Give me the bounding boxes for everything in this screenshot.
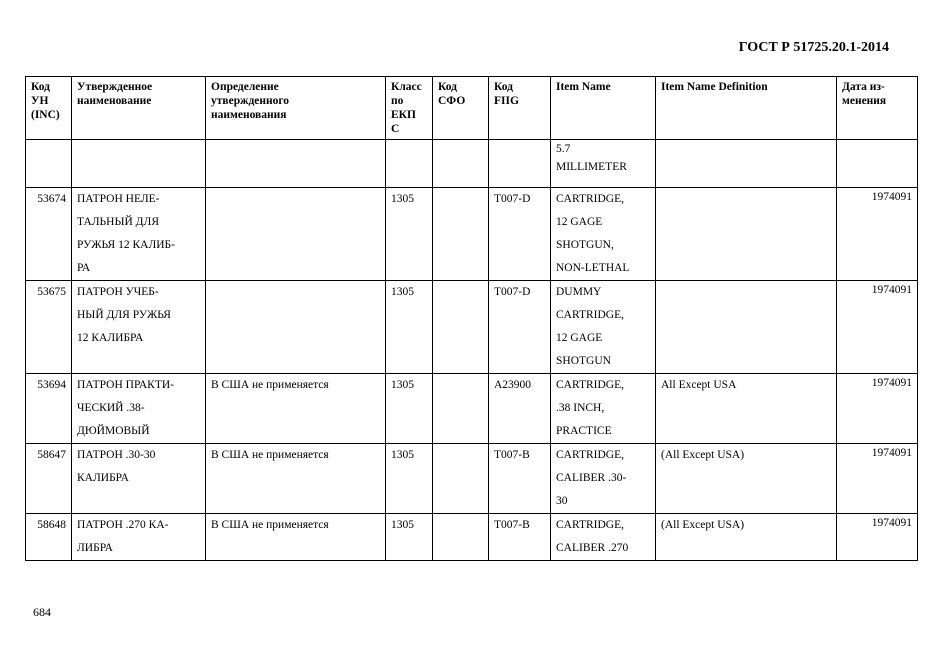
cell-definition: В США не применяется xyxy=(206,374,386,444)
cell-item-name xyxy=(551,444,656,514)
header-definition xyxy=(206,77,386,140)
cell-line: ПАТРОН НЕЛЕ- xyxy=(77,193,160,205)
cell-line: ТАЛЬНЫЙ ДЛЯ xyxy=(77,216,159,228)
header-line: УН xyxy=(31,95,49,107)
header-fiig xyxy=(489,77,551,140)
cell-line: .38 INCH, xyxy=(556,402,605,414)
cell-name-ru xyxy=(72,444,206,514)
header-line: Определение xyxy=(211,81,279,93)
cell-definition: В США не применяется xyxy=(206,514,386,561)
header-line: С xyxy=(391,123,400,135)
cell-item-name xyxy=(551,514,656,561)
cell-line: ПАТРОН УЧЕБ- xyxy=(77,286,159,298)
table-row xyxy=(26,188,918,281)
cell-class: 1305 xyxy=(386,374,433,444)
table-row xyxy=(26,281,918,374)
header-line: СФО xyxy=(438,95,466,107)
cell-item-definition xyxy=(656,140,837,188)
cell-sfo xyxy=(433,281,489,374)
cell-fiig: T007-B xyxy=(489,444,551,514)
cell-fiig: T007-D xyxy=(489,281,551,374)
cell-inc: 53694 xyxy=(26,374,72,444)
table-row xyxy=(26,444,918,514)
header-sfo xyxy=(433,77,489,140)
cell-item-name xyxy=(551,140,656,188)
page-number: 684 xyxy=(33,605,51,619)
cell-item-definition: (All Except USA) xyxy=(656,514,837,561)
cell-line: CARTRIDGE, xyxy=(556,449,624,461)
cell-item-definition xyxy=(656,188,837,281)
cell-sfo xyxy=(433,188,489,281)
cell-line: SHOTGUN xyxy=(556,355,611,367)
cell-date: 1974091 xyxy=(837,514,918,561)
cell-line: 5.7 xyxy=(556,143,571,155)
cell-item-name xyxy=(551,188,656,281)
cell-definition: В США не применяется xyxy=(206,444,386,514)
cell-line: CARTRIDGE, xyxy=(556,309,624,321)
cell-date: 1974091 xyxy=(837,444,918,514)
header-line: Код xyxy=(438,81,458,93)
cell-sfo xyxy=(433,140,489,188)
cell-line: CARTRIDGE, xyxy=(556,379,624,391)
cell-item-name xyxy=(551,374,656,444)
header-name-ru xyxy=(72,77,206,140)
catalog-table xyxy=(25,76,918,561)
cell-class: 1305 xyxy=(386,188,433,281)
header-line: Item Name xyxy=(556,81,611,93)
document-code: ГОСТ Р 51725.20.1-2014 xyxy=(738,40,889,55)
cell-line: ДЮЙМОВЫЙ xyxy=(77,425,150,437)
cell-definition xyxy=(206,188,386,281)
table-header-row xyxy=(26,77,918,140)
cell-date: 1974091 xyxy=(837,374,918,444)
cell-line: CARTRIDGE, xyxy=(556,193,624,205)
cell-line: NON-LETHAL xyxy=(556,262,630,274)
cell-inc: 58648 xyxy=(26,514,72,561)
cell-line: 12 GAGE xyxy=(556,216,603,228)
header-line: ЕКП xyxy=(391,109,416,121)
header-line: Дата из- xyxy=(842,81,885,93)
header-line: утвержденного xyxy=(211,95,290,107)
cell-item-name xyxy=(551,281,656,374)
cell-item-definition: (All Except USA) xyxy=(656,444,837,514)
cell-sfo xyxy=(433,444,489,514)
cell-line: CARTRIDGE, xyxy=(556,519,624,531)
cell-line: CALIBER .30- xyxy=(556,472,627,484)
cell-class xyxy=(386,140,433,188)
cell-fiig: T007-D xyxy=(489,188,551,281)
header-line: Класс xyxy=(391,81,422,93)
cell-line: ПАТРОН ПРАКТИ- xyxy=(77,379,175,391)
cell-sfo xyxy=(433,514,489,561)
header-line: (INC) xyxy=(31,109,60,121)
cell-date: 1974091 xyxy=(837,188,918,281)
header-line: наименования xyxy=(211,109,287,121)
cell-line: ЛИБРА xyxy=(77,542,113,554)
cell-item-definition xyxy=(656,281,837,374)
cell-line: 12 GAGE xyxy=(556,332,603,344)
cell-line: ПАТРОН .30-30 xyxy=(77,449,156,461)
cell-date: 1974091 xyxy=(837,281,918,374)
cell-name-ru xyxy=(72,281,206,374)
cell-fiig xyxy=(489,140,551,188)
cell-line: ПАТРОН .270 КА- xyxy=(77,519,169,531)
cell-line: 30 xyxy=(556,495,568,507)
cell-line: CALIBER .270 xyxy=(556,542,629,554)
cell-class: 1305 xyxy=(386,514,433,561)
header-line: FIIG xyxy=(494,95,519,107)
header-item-name-definition xyxy=(656,77,837,140)
cell-line: РУЖЬЯ 12 КАЛИБ- xyxy=(77,239,175,251)
header-line: Код xyxy=(31,81,51,93)
cell-line: РА xyxy=(77,262,91,274)
header-date xyxy=(837,77,918,140)
cell-line: MILLIMETER xyxy=(556,161,627,173)
cell-definition xyxy=(206,140,386,188)
cell-inc: 58647 xyxy=(26,444,72,514)
cell-line: ЧЕСКИЙ .38- xyxy=(77,402,145,414)
cell-fiig: A23900 xyxy=(489,374,551,444)
header-line: Утвержденное xyxy=(77,81,153,93)
cell-class: 1305 xyxy=(386,281,433,374)
table-body xyxy=(26,140,918,561)
table-row xyxy=(26,140,918,188)
cell-name-ru xyxy=(72,374,206,444)
cell-class: 1305 xyxy=(386,444,433,514)
cell-sfo xyxy=(433,374,489,444)
header-line: наименование xyxy=(77,95,152,107)
header-line: менения xyxy=(842,95,887,107)
cell-inc: 53674 xyxy=(26,188,72,281)
header-line: Item Name Definition xyxy=(661,81,768,93)
header-item-name xyxy=(551,77,656,140)
cell-line: PRACTICE xyxy=(556,425,612,437)
header-line: Код xyxy=(494,81,514,93)
cell-item-definition: All Except USA xyxy=(656,374,837,444)
cell-line: НЫЙ ДЛЯ РУЖЬЯ xyxy=(77,309,171,321)
cell-line: SHOTGUN, xyxy=(556,239,614,251)
header-inc xyxy=(26,77,72,140)
cell-name-ru xyxy=(72,140,206,188)
header-line: по xyxy=(391,95,404,107)
table-row xyxy=(26,374,918,444)
cell-inc xyxy=(26,140,72,188)
cell-definition xyxy=(206,281,386,374)
cell-name-ru xyxy=(72,188,206,281)
cell-fiig: T007-B xyxy=(489,514,551,561)
header-class xyxy=(386,77,433,140)
cell-date xyxy=(837,140,918,188)
cell-inc: 53675 xyxy=(26,281,72,374)
cell-line: 12 КАЛИБРА xyxy=(77,332,144,344)
cell-line: КАЛИБРА xyxy=(77,472,129,484)
table-row xyxy=(26,514,918,561)
cell-line: DUMMY xyxy=(556,286,602,298)
cell-name-ru xyxy=(72,514,206,561)
